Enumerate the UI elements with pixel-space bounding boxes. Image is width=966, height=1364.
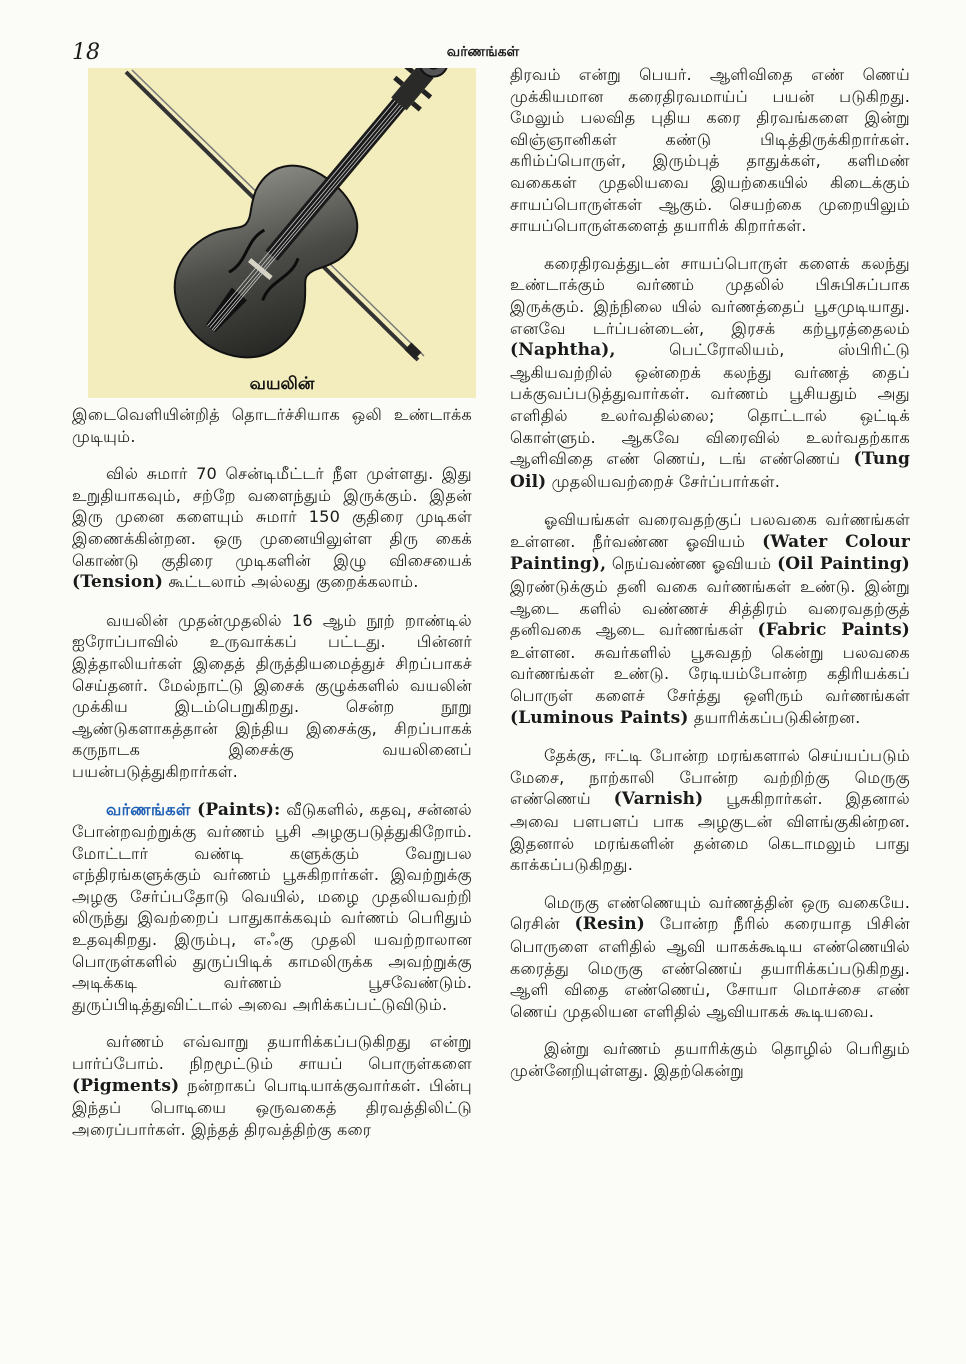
paragraph-making: வர்ணம் எவ்வாறு தயாரிக்கப்படுகிறது என்று பார்ப்போம். நிறமூட்டும் சாயப் பொருள்களை (Pigments) நன்றாகப் பொடியாக்குவார்கள். பின்பு இந்தப் பொடியை ஒருவகைத் திரவத்திலிட்டு அரைப்பார்கள். இந்தத் திரவத்திற்கு கரை <box>72 1032 472 1139</box>
paragraph-bow: வில் சுமார் 70 சென்டிமீட்டர் நீள முள்ளது. இது உறுதியாகவும், சற்றே வளைந்தும் இருக்கும். இதன் இரு முனை களையும் சுமார் 150 குதிரை முடிகள் இணைக்கின்றன. ஒரு முனையிலுள்ள திரு கைக் கொண்டு குதிரை முடிகளின் இழு விசையைக் (Tension) கூட்டலாம் அல்லது குறைக்கலாம். <box>72 464 472 593</box>
figure-caption: வயலின் <box>249 374 315 394</box>
violin-figure <box>88 68 476 398</box>
term-tung-oil: (Tung Oil) <box>510 449 910 492</box>
term-luminous-paints: (Luminous Paints) <box>510 707 689 728</box>
paragraph-history: வயலின் முதன்முதலில் 16 ஆம் நூற் றாண்டில் ஐரோப்பாவில் உருவாக்கப் பட்டது. பின்னர் இத்தாலியர்கள் இதைத் திருத்தியமைத்துச் சிறப்பாகச் செய்தனர். மேல்நாட்டு இசைக் குழுக்களில் வயலின் முக்கிய இடம்பெறுகிறது. சென்ற நூறு ஆண்டுகளாகத்தான் இந்திய இசைக்கு, சிறப்பாகக் கருநாடக இசைக்கு வயலினைப் பயன்படுத்துகிறார்கள். <box>72 610 472 781</box>
paragraph-resin: மெருகு எண்ணெயும் வர்ணத்தின் ஒரு வகையே. ரெசின் (Resin) போன்ற நீரில் கரையாத பிசின் பொருளை எளிதில் ஆவி யாகக்கூடிய எண்ணெயில் கரைத்து மெருகு எண்ணெய் தயாரிக்கப்படுகிறது. ஆளி விதை எண்ணெய், சோயா மொச்சை எண் ணெய் முதலியன எளிதில் ஆவியாகக் கூடியவை. <box>510 892 910 1021</box>
running-title: வர்ணங்கள் <box>446 44 520 60</box>
paragraph-solvent: திரவம் என்று பெயர். ஆளிவிதை எண் ணெய் முக்கியமான கரைதிரவமாய்ப் பயன் படுகிறது. மேலும் பலவித புதிய கரை திரவங்களை இன்று விஞ்ஞானிகள் கண்டு பிடித்திருக்கிறார்கள். கரிம்ப்பொருள், இரும்புத் தாதுக்கள், களிமண் வகைகள் முதலியவை இயற்கையில் கிடைக்கும் சாயப்பொருள்கள் ஆகும். செயற்கை முறையிலும் சாயப்பொருள்களைத் தயாரிக் கிறார்கள். <box>510 65 910 236</box>
term-tension: (Tension) <box>72 572 164 593</box>
violin-illustration <box>88 68 476 398</box>
paragraph-painting-types: ஓவியங்கள் வரைவதற்குப் பலவகை வர்ணங்கள் உள்ளன. நீர்வண்ண ஓவியம் (Water Colour Painting), நெய்வண்ண ஓவியம் (Oil Painting) இரண்டுக்கும் தனி வகை வர்ணங்கள் உண்டு. இன்று ஆடை களில் வண்ணச் சித்திரம் வரைவதற்குத் தனிவகை ஆடை வர்ணங்கள் (Fabric Paints) உள்ளன. சுவர்களில் பூசுவதற் கென்று பலவகை வர்ணங்கள் உண்டு. ரேடியம்போன்ற கதிரியக்கப் பொருள் களைச் சேர்த்து ஒளிரும் வர்ணங்கள் (Luminous Paints) தயாரிக்கப்படுகின்றன. <box>510 510 910 728</box>
paragraph-mixing: கரைதிரவத்துடன் சாயப்பொருள் களைக் கலந்து உண்டாக்கும் வர்ணம் முதலில் பிசுபிசுப்பாக இருக்கும். இந்நிலை யில் வர்ணத்தைப் பூசமுடியாது. எனவே டர்ப்பன்டைன், இரசக் கற்பூரத்தைலம் (Naphtha), பெட்ரோலியம், ஸ்பிரிட்டு ஆகியவற்றில் ஒன்றைக் கலந்து வர்ணத் தைப் பக்குவப்படுத்துவார்கள். வர்ணம் பூசியதும் அது எளிதில் உலர்வதில்லை; தொட்டால் ஒட்டிக் கொள்ளும். ஆகவே விரைவில் உலர்வதற்காக ஆளிவிதை எண் ணெய், டங் எண்ணெய் (Tung Oil) முதலியவற்றைச் சேர்ப்பார்கள். <box>510 253 910 492</box>
term-paints: (Paints): <box>190 799 281 820</box>
paragraph-industry: இன்று வர்ணம் தயாரிக்கும் தொழில் பெரிதும் முன்னேறியுள்ளது. இதற்கென்று <box>510 1039 910 1080</box>
term-oil-painting: (Oil Painting) <box>777 554 910 575</box>
term-pigments: (Pigments) <box>72 1075 180 1096</box>
term-water-colour: (Water Colour Painting), <box>510 531 910 575</box>
term-resin: (Resin) <box>574 914 645 935</box>
paragraph-paints: வர்ணங்கள் (Paints): வீடுகளில், கதவு, சன்னல் போன்றவற்றுக்கு வர்ணம் பூசி அழகுபடுத்துகிறோம். மோட்டார் வண்டி களுக்கும் வேறுபல எந்திரங்களுக்கும் வர்ணம் பூசுகிறார்கள். இவற்றுக்கு அழகு சேர்ப்பதோடு வெயில், மழை முதலியவற்றி லிருந்து இவற்றைப் பாதுகாக்கவும் வர்ணம் பெரிதும் உதவுகிறது. இரும்பு, எஃகு முதலி யவற்றாலான பொருள்களில் துருப்பிடிக் காமலிருக்க அவற்றுக்கு அடிக்கடி வர்ணம் பூசவேண்டும். துருப்பிடித்துவிட்டால் அவை அரிக்கப்பட்டுவிடும். <box>72 799 472 1014</box>
page-number: 18 <box>72 40 100 65</box>
paragraph-varnish: தேக்கு, ஈட்டி போன்ற மரங்களால் செய்யப்படும் மேசை, நாற்காலி போன்ற வற்றிற்கு மெருகு எண்ணெய் (Varnish) பூசுகிறார்கள். இதனால் அவை பளபளப் பாக அழகுடன் விளங்குகின்றன. இதனால் மரங்களின் தன்மை கெடாமலும் பாது காக்கப்படுகிறது. <box>510 746 910 875</box>
bow-frog <box>404 343 421 360</box>
section-heading-paints: வர்ணங்கள் <box>106 799 191 819</box>
term-naphtha: (Naphtha), <box>510 340 616 361</box>
term-varnish: (Varnish) <box>613 789 704 810</box>
term-fabric-paints: (Fabric Paints) <box>757 620 910 641</box>
paragraph: இடைவெளியின்றித் தொடர்ச்சியாக ஒலி உண்டாக்க முடியும். <box>72 405 472 446</box>
right-column <box>510 64 910 1098</box>
violin-body <box>150 68 476 383</box>
left-column <box>72 404 472 1156</box>
